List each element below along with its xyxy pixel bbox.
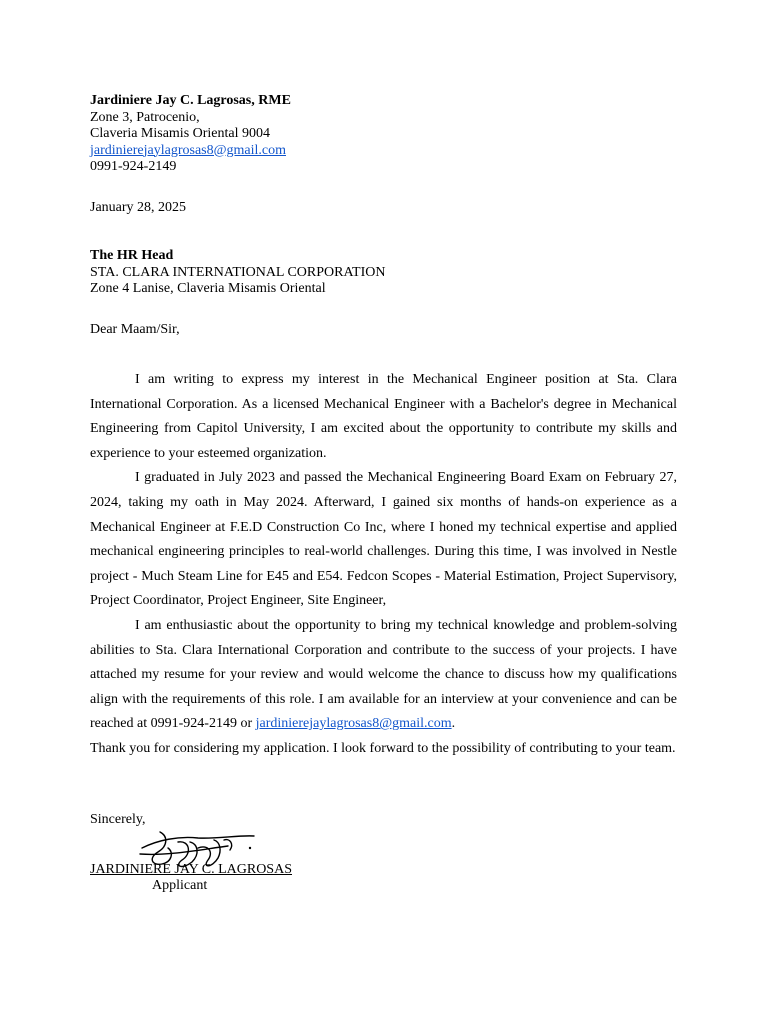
letter-date: January 28, 2025 [90,200,187,215]
salutation: Dear Maam/Sir, [90,322,180,337]
body-paragraph-3 [90,614,677,737]
recipient-title: The HR Head [90,248,174,263]
recipient-address: Zone 4 Lanise, Claveria Misamis Oriental [90,281,326,296]
sender-phone: 0991-924-2149 [90,159,177,174]
sender-block [90,93,677,176]
letter-body [90,368,677,762]
signatory-role: Applicant [152,878,208,893]
recipient-company: STA. CLARA INTERNATIONAL CORPORATION [90,264,386,280]
recipient-block [90,248,677,298]
body-paragraph-3-end: . [451,716,456,732]
body-paragraph-1: I am writing to express my interest in the Mechanical Engineer position at Sta. Clara International Corporation. As a licensed Mechanical Engineer with a Bachelor's degree in Mechanical Engineering from Capitol University, I am excited about the opportunity to contribute my skills and experience to your esteemed organization. [90,372,677,461]
sender-address-line2: Claveria Misamis Oriental 9004 [90,126,271,141]
body-paragraph-3-text: I am enthusiastic about the opportunity to bring my technical knowledge and problem-solving abilities to Sta. Clara International Corporation and contribute to the success of your projects. I have attached my resume for your review and would welcome the chance to discuss how my qualifications align with the requirements of this role. I am available for an interview at your convenience and can be reached at 0991-924-2149 or [90,617,677,732]
sender-name: Jardiniere Jay C. Lagrosas, RME [90,93,291,108]
body-paragraph-4: Thank you for considering my application. I look forward to the possibility of contributing to your team. [90,740,676,756]
closing: Sincerely, [90,812,146,827]
body-email-link[interactable]: jardinierejaylagrosas8@gmail.com [255,716,452,732]
signatory-name: JARDINIERE JAY C. LAGROSAS [90,862,292,877]
sender-email-link[interactable]: jardinierejaylagrosas8@gmail.com [90,142,286,158]
sender-address-line1: Zone 3, Patrocenio, [90,109,200,125]
body-paragraph-2: I graduated in July 2023 and passed the Mechanical Engineering Board Exam on February 27, 2024, taking my oath in May 2024. Afterward, I gained six months of hands-on experience as a Mechanical Engineer at F.E.D Construction Co Inc, where I honed my technical expertise and applied mechanical engineering principles to real-world challenges. During this time, I was involved in Nestle project - Much Steam Line for E45 and E54. Fedcon Scopes - Material Estimation, Project Supervisory, Project Coordinator, Project Engineer, Site Engineer, [90,470,677,609]
